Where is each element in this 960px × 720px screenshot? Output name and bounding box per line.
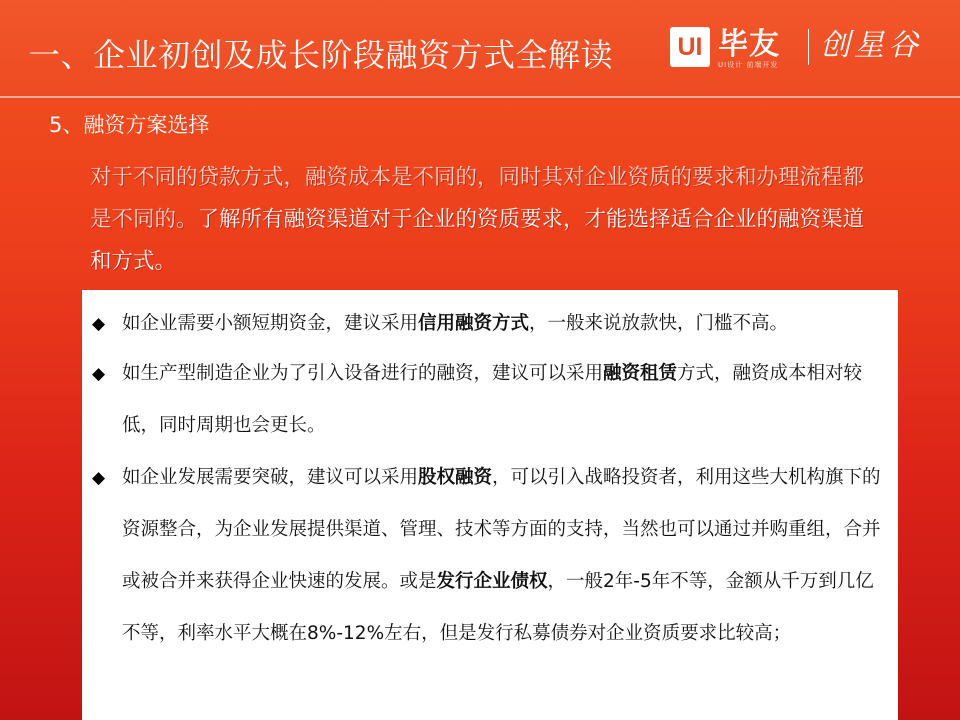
slide-title: 一、企业初创及成长阶段融资方式全解读 bbox=[28, 36, 614, 74]
slide-header bbox=[0, 0, 960, 100]
list-item-emphasis: 股权融资 bbox=[418, 467, 493, 488]
list-item-text bbox=[122, 348, 884, 452]
content-card bbox=[82, 290, 898, 720]
list-item-text-post: ，一般来说放款快，门槛不高。 bbox=[529, 313, 789, 334]
list-item-emphasis: 融资租赁 bbox=[603, 363, 678, 384]
logo-divider bbox=[808, 29, 809, 65]
intro-paragraph bbox=[90, 157, 880, 283]
list-item-text-post: 方式，融资成本相对较低，同时周期也会更长。 bbox=[122, 363, 863, 436]
ui-logo-icon: UI bbox=[670, 27, 710, 67]
intro-rest: 了解所有融资渠道对于企业的资质要求，才能选择适合企业的融资渠道和方式。 bbox=[90, 207, 865, 274]
list-item-text-mid: ，可以引入战略投资者，利用这些大机构旗下的资源整合，为企业发展提供渠道、管理、技术等方面的支持，当然也可以通过并购重组，合并或被合并来获得企业快速的发展。或是 bbox=[122, 467, 881, 592]
header-divider bbox=[0, 96, 960, 98]
intro-lead: 对于不同的贷款方式，融资成本是不同的，同时其对企业资质的要求和办理流程都是不同的。 bbox=[90, 165, 865, 232]
logo-brand-name: 创星谷 bbox=[820, 28, 922, 63]
list-item-text-post: ，一般2年-5年不等，金额从千万到几亿不等，利率水平大概在8%-12%左右，但是发行私募债券对企业资质要求比较高； bbox=[122, 571, 874, 644]
list-item-text-pre: 如企业需要小额短期资金，建议采用 bbox=[122, 313, 419, 334]
list-item-text bbox=[122, 452, 884, 660]
list-item-text-pre: 如企业发展需要突破，建议可以采用 bbox=[122, 467, 419, 488]
diamond-bullet-icon: ◆ bbox=[92, 314, 106, 334]
diamond-bullet-icon: ◆ bbox=[92, 468, 106, 488]
diamond-bullet-icon: ◆ bbox=[92, 364, 106, 384]
list-item-text-pre: 如生产型制造企业为了引入设备进行的融资，建议可以采用 bbox=[122, 363, 604, 384]
brand-logo bbox=[670, 27, 942, 71]
list-item-emphasis-2: 发行企业债权 bbox=[436, 571, 548, 592]
list-item-text bbox=[122, 298, 884, 350]
list-item-emphasis: 信用融资方式 bbox=[418, 313, 530, 334]
logo-chinese-name: 毕友 bbox=[718, 27, 780, 62]
logo-subtitle: UI设计 前端开发 bbox=[718, 61, 779, 69]
section-heading: 5、融资方案选择 bbox=[49, 113, 210, 137]
